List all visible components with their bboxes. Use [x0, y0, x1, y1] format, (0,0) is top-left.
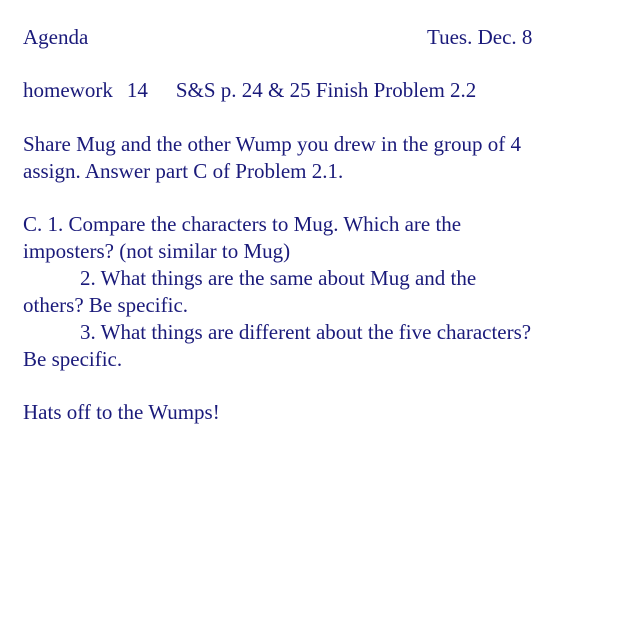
question-2-line-1: 2. What things are the same about Mug and the	[80, 266, 477, 290]
question-3-line-2: Be specific.	[23, 346, 123, 371]
homework-number: 14	[126, 78, 148, 102]
agenda-title: Agenda	[23, 25, 89, 49]
homework-assignment: S&S p. 24 & 25 Finish Problem 2.2	[175, 78, 477, 102]
homework-label: homework	[23, 78, 113, 102]
agenda-date: Tues. Dec. 8	[427, 25, 533, 49]
question-1-line-1: C. 1. Compare the characters to Mug. Which are the	[23, 212, 462, 236]
question-2-line-2: others? Be specific.	[23, 292, 189, 317]
homework-line	[23, 77, 476, 104]
share-line-1: Share Mug and the other Wump you drew in the group of 4	[23, 132, 522, 156]
closing-line: Hats off to the Wumps!	[23, 400, 220, 424]
question-1-line-2: imposters? (not similar to Mug)	[23, 238, 291, 263]
share-line-2: assign. Answer part C of Problem 2.1.	[23, 158, 344, 183]
question-3-line-1: 3. What things are different about the five characters?	[80, 320, 532, 344]
